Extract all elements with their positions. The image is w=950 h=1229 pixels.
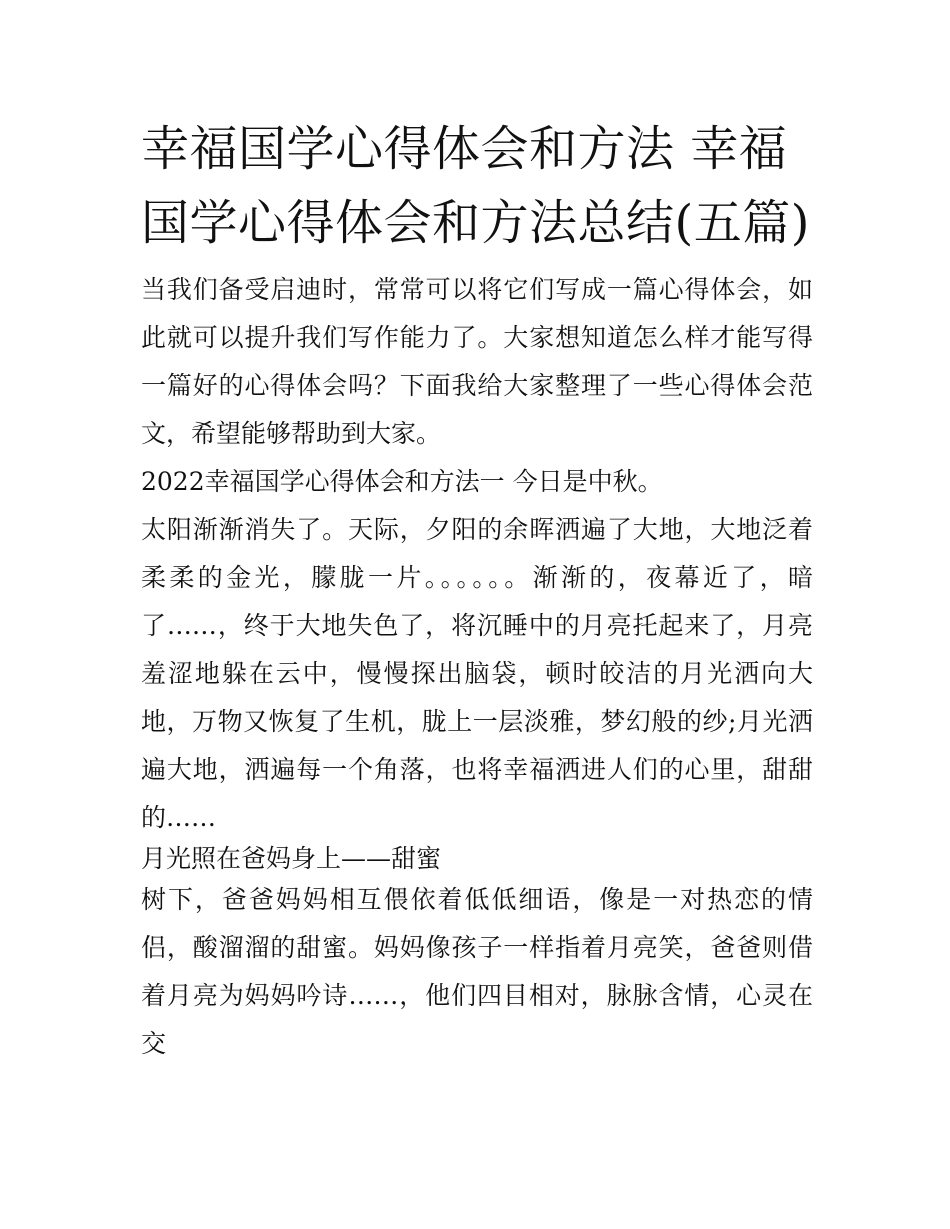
intro-paragraph: 当我们备受启迪时，常常可以将它们写成一篇心得体会，如此就可以提升我们写作能力了。大家想知道怎么样才能写得一篇好的心得体会吗？下面我给大家整理了一些心得体会范文，希望能够帮助到大家。 bbox=[141, 275, 813, 448]
subheading-paragraph: 月光照在爸妈身上——甜蜜 bbox=[141, 844, 442, 873]
sunset-paragraph: 太阳渐渐消失了。天际，夕阳的余晖洒遍了大地，大地泛着柔柔的金光，朦胧一片。。。。。。渐渐的，夜幕近了，暗了……，终于大地失色了，将沉睡中的月亮托起来了，月亮羞涩地躲在云中，慢慢探出脑袋，顿时皎洁的月光洒向大地，万物又恢复了生机，胧上一层淡雅，梦幻般的纱;月光洒遍大地，洒遍每一个角落，也将幸福洒进人们的心里，甜甜的…… bbox=[141, 515, 813, 832]
document-page bbox=[141, 112, 813, 1068]
document-title: 幸福国学心得体会和方法 幸福国学心得体会和方法总结(五篇) bbox=[141, 121, 810, 251]
section-heading-paragraph: 2022幸福国学心得体会和方法一 今日是中秋。 bbox=[141, 467, 663, 496]
parents-paragraph: 树下，爸爸妈妈相互偎依着低低细语，像是一对热恋的情侣，酸溜溜的甜蜜。妈妈像孩子一样指着月亮笑，爸爸则借着月亮为妈妈吟诗……，他们四目相对，脉脉含情，心灵在交 bbox=[141, 885, 813, 1058]
